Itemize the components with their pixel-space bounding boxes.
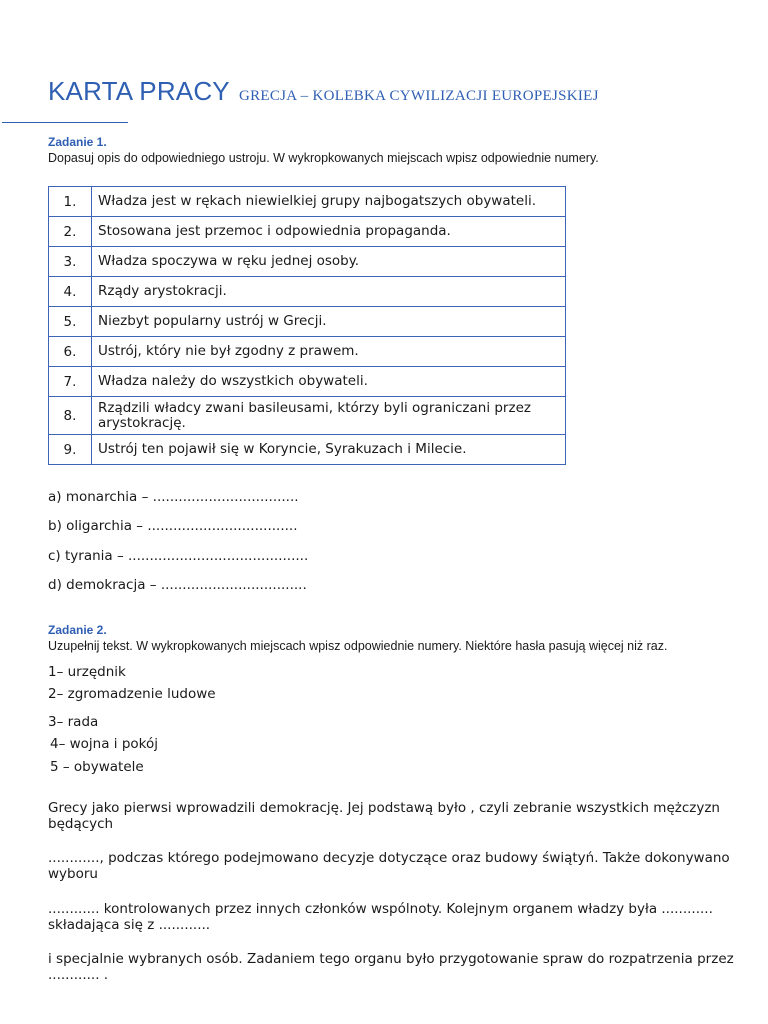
row-number: 1. xyxy=(49,187,92,217)
fill-in-paragraph: ............, podczas którego podejmowano decyzje dotyczące oraz budowy świątyń. Także dokonywano wyboru xyxy=(48,850,730,882)
row-description: Niezbyt popularny ustrój w Grecji. xyxy=(92,307,566,337)
row-number: 4. xyxy=(49,277,92,307)
page-title xyxy=(48,76,599,107)
table-row xyxy=(49,187,566,217)
row-number: 5. xyxy=(49,307,92,337)
keyword-item: 2– zgromadzenie ludowe xyxy=(48,686,216,702)
worksheet-subtitle: GRECJA – KOLEBKA CYWILIZACJI EUROPEJSKIEJ xyxy=(238,88,599,104)
table-row xyxy=(49,217,566,247)
worksheet-title: KARTA PRACY xyxy=(48,76,230,106)
answer-line-tyranny[interactable]: c) tyrania – .......................................... xyxy=(48,548,309,564)
task2-heading: Zadanie 2. xyxy=(48,623,107,637)
task1-heading: Zadanie 1. xyxy=(48,135,107,149)
task1-instruction: Dopasuj opis do odpowiedniego ustroju. W wykropkowanych miejscach wpisz odpowiednie numery. xyxy=(48,151,599,165)
table-row xyxy=(49,367,566,397)
keyword-item: 5 – obywatele xyxy=(50,759,144,775)
keyword-item: 3– rada xyxy=(48,714,99,730)
regimes-table xyxy=(48,186,566,465)
row-description: Stosowana jest przemoc i odpowiednia propaganda. xyxy=(92,217,566,247)
table-row xyxy=(49,307,566,337)
row-number: 8. xyxy=(49,397,92,435)
keyword-item: 1– urzędnik xyxy=(48,664,126,680)
row-number: 3. xyxy=(49,247,92,277)
fill-in-paragraph: ............ kontrolowanych przez innych członków wspólnoty. Kolejnym organem władzy była ............ składająca się z ............ xyxy=(48,901,713,933)
task2-instruction: Uzupełnij tekst. W wykropkowanych miejscach wpisz odpowiednie numery. Niektóre hasła pasują więcej niż raz. xyxy=(48,639,668,653)
table-row xyxy=(49,247,566,277)
title-underline xyxy=(2,122,128,123)
table-row xyxy=(49,277,566,307)
table-row xyxy=(49,435,566,465)
row-description: Władza spoczywa w ręku jednej osoby. xyxy=(92,247,566,277)
row-description: Władza należy do wszystkich obywateli. xyxy=(92,367,566,397)
table-row xyxy=(49,337,566,367)
row-description: Rządzili władcy zwani basileusami, którzy byli ograniczani przez arystokrację. xyxy=(92,397,566,435)
fill-in-paragraph: i specjalnie wybranych osób. Zadaniem tego organu było przygotowanie spraw do rozpatrzenia przez ............ . xyxy=(48,951,734,983)
row-description: Rządy arystokracji. xyxy=(92,277,566,307)
keyword-item: 4– wojna i pokój xyxy=(50,736,159,752)
row-number: 9. xyxy=(49,435,92,465)
row-description: Ustrój, który nie był zgodny z prawem. xyxy=(92,337,566,367)
row-description: Władza jest w rękach niewielkiej grupy najbogatszych obywateli. xyxy=(92,187,566,217)
answer-line-monarchy[interactable]: a) monarchia – .................................. xyxy=(48,489,299,505)
row-number: 7. xyxy=(49,367,92,397)
row-number: 6. xyxy=(49,337,92,367)
answer-line-oligarchy[interactable]: b) oligarchia – ................................... xyxy=(48,518,298,534)
answer-line-democracy[interactable]: d) demokracja – .................................. xyxy=(48,577,307,593)
row-number: 2. xyxy=(49,217,92,247)
fill-in-paragraph: Grecy jako pierwsi wprowadzili demokrację. Jej podstawą było , czyli zebranie wszystkich mężczyzn będących xyxy=(48,800,720,832)
row-description: Ustrój ten pojawił się w Koryncie, Syrakuzach i Milecie. xyxy=(92,435,566,465)
table-row xyxy=(49,397,566,435)
